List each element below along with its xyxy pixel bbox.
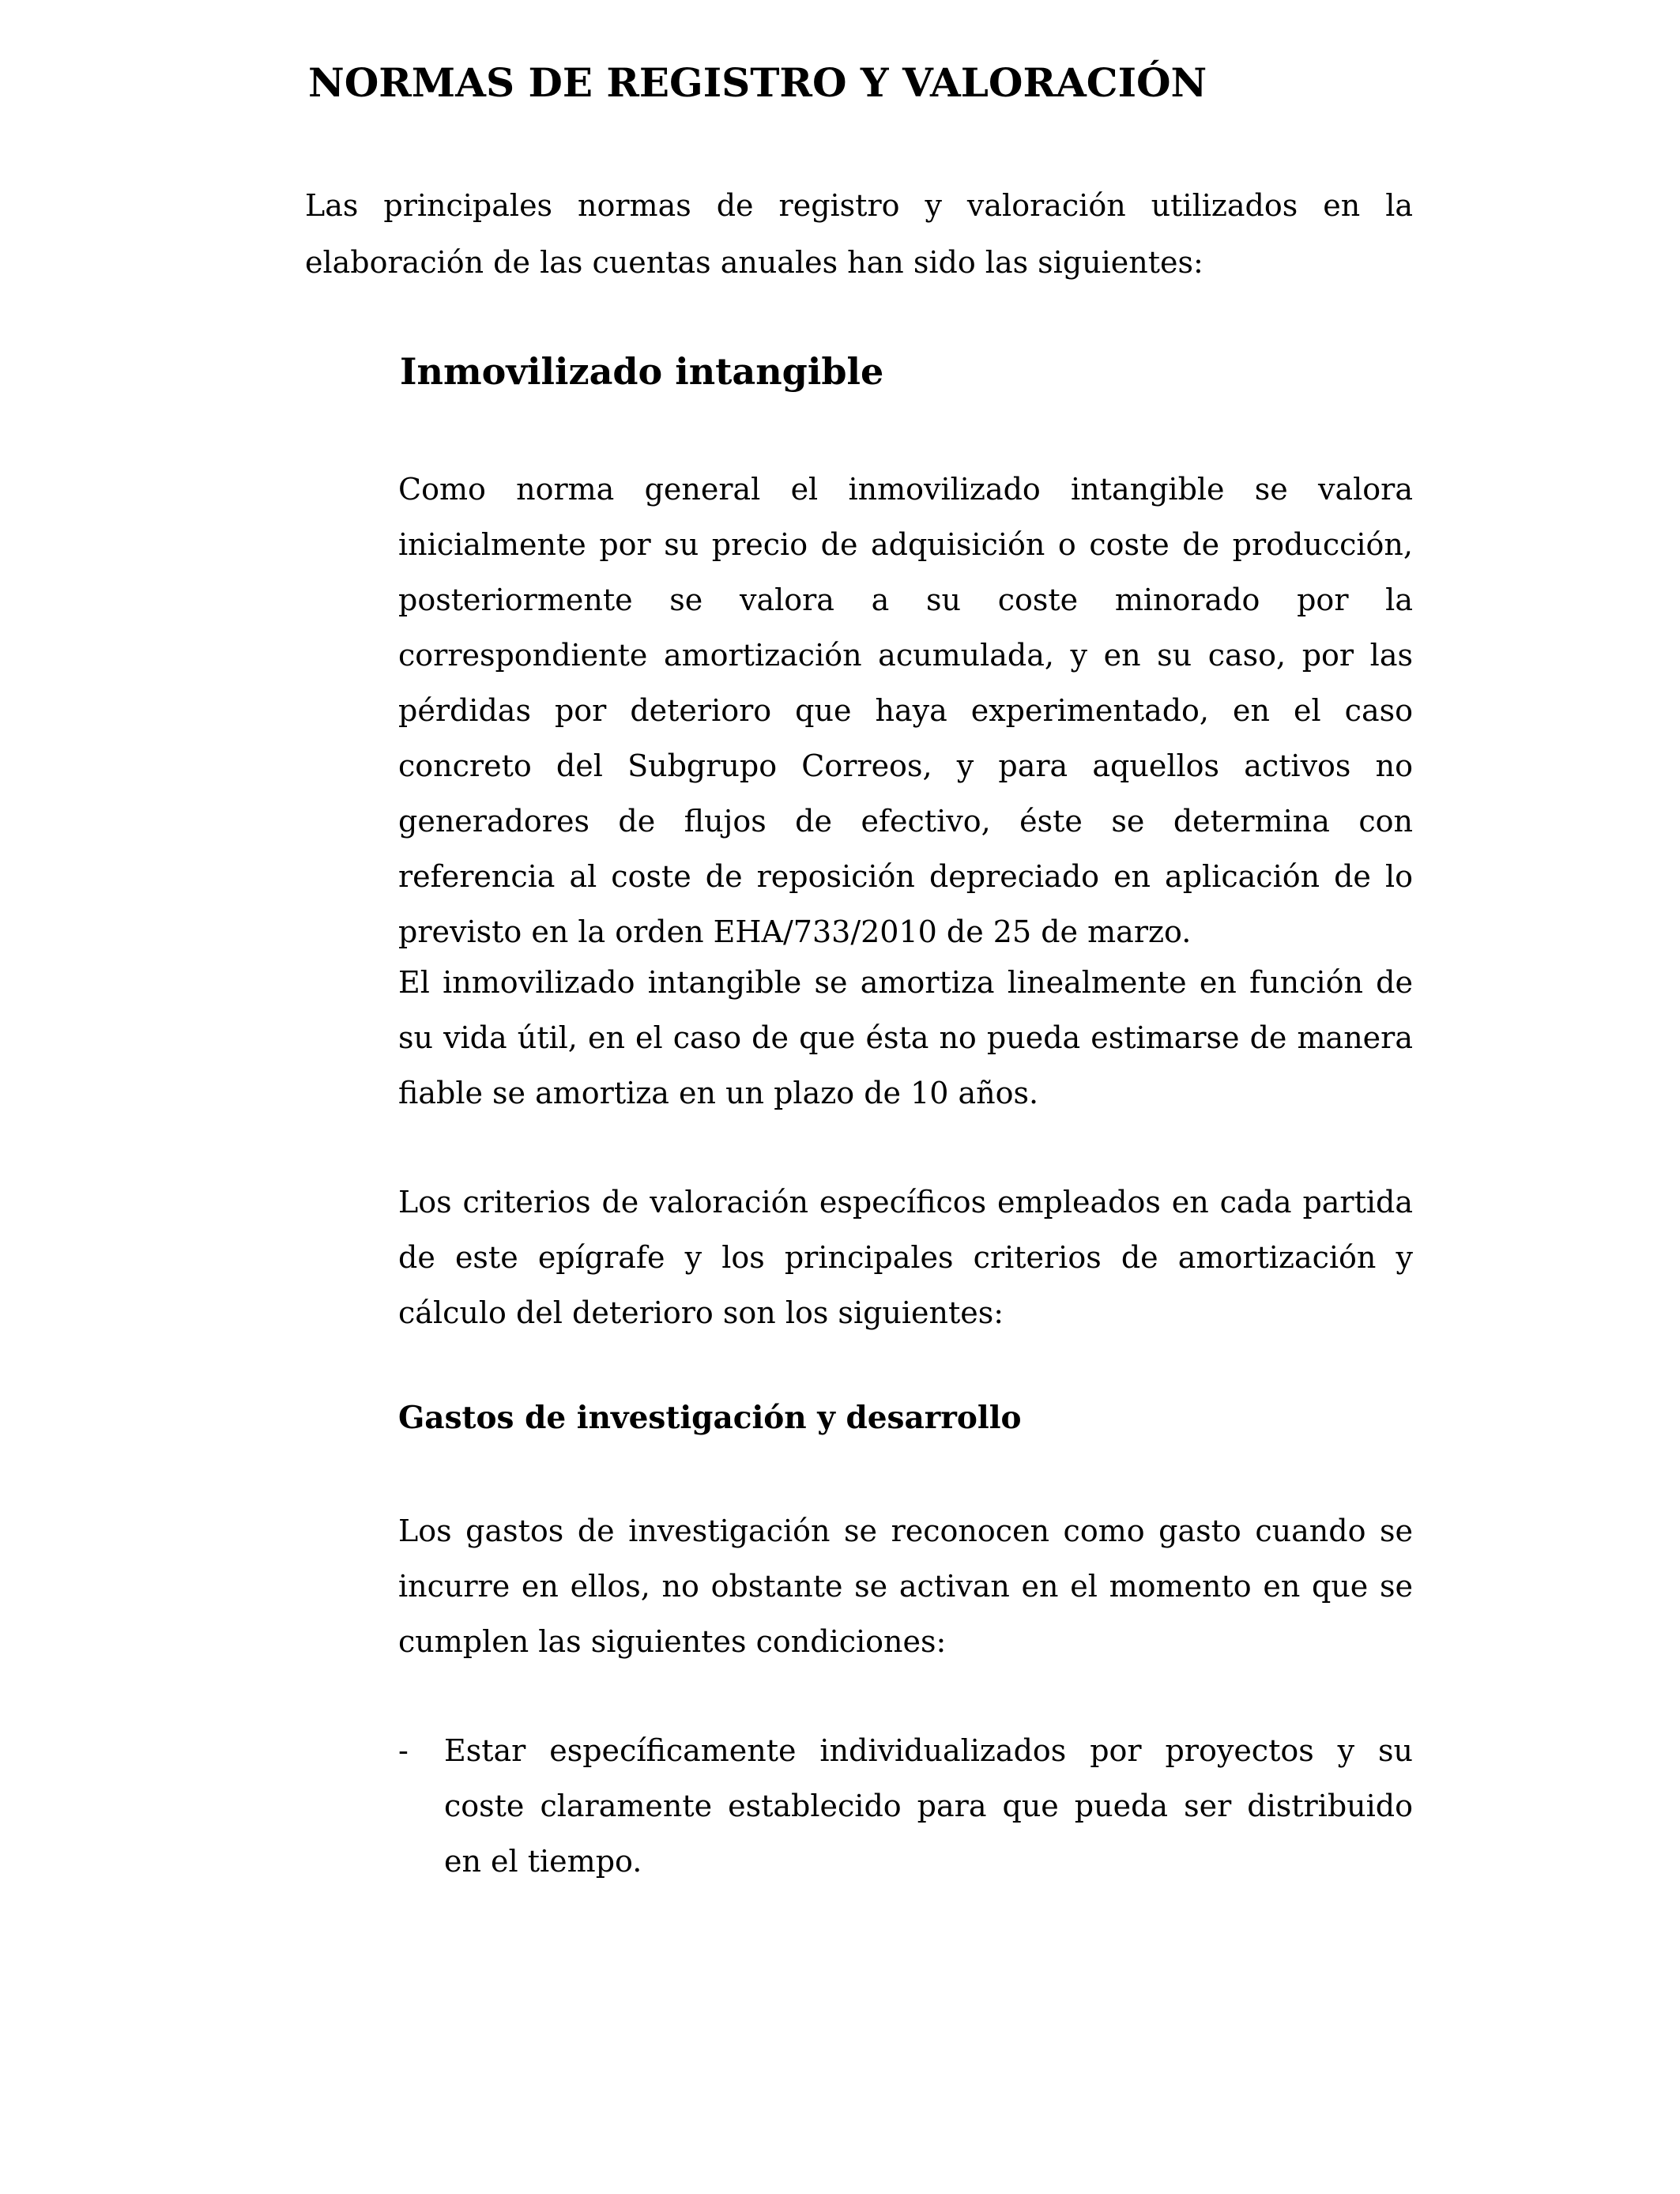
- intro-paragraph: Las principales normas de registro y valoración utilizados en la elaboración de las cuentas anuales han sido las siguientes:: [305, 188, 1413, 280]
- page-title: NORMAS DE REGISTRO Y VALORACIÓN: [308, 59, 1207, 106]
- section-title: Inmovilizado intangible: [400, 350, 884, 393]
- subsection-title: Gastos de investigación y desarrollo: [398, 1400, 1022, 1436]
- paragraph-container: [398, 1503, 1413, 1669]
- list-item: [398, 1723, 1413, 1889]
- list-item-text: Estar específicamente individualizados por proyectos y su coste claramente establecido para que pueda ser distribuido en el tiempo.: [444, 1733, 1413, 1879]
- conditions-list: [398, 1723, 1413, 1889]
- paragraph-research-expenses: Los gastos de investigación se reconocen como gasto cuando se incurre en ellos, no obstante se activan en el momento en que se cumplen las siguientes condiciones:: [398, 1514, 1413, 1659]
- paragraph-amortization: El inmovilizado intangible se amortiza linealmente en función de su vida útil, en el caso de que ésta no pueda estimarse de manera fiable se amortiza en un plazo de 10 años.: [398, 965, 1413, 1110]
- paragraph-valuation-general: Como norma general el inmovilizado intangible se valora inicialmente por su precio de adquisición o coste de producción, posteriormente se valora a su coste minorado por la correspondiente amortización acumulada, y en su caso, por las pérdidas por deterioro que haya experimentado, en el caso concreto del Subgrupo Correos, y para aquellos activos no generadores de flujos de efectivo, éste se determina con referencia al coste de reposición depreciado en aplicación de lo previsto en la orden EHA/733/2010 de 25 de marzo.: [398, 472, 1413, 949]
- bullet-dash: -: [398, 1733, 409, 1768]
- paragraph-container: [398, 1174, 1413, 1340]
- paragraph-container: [398, 955, 1413, 1121]
- paragraph-container: [398, 462, 1413, 959]
- paragraph-specific-criteria: Los criterios de valoración específicos empleados en cada partida de este epígrafe y los principales criterios de amortización y cálculo del deterioro son los siguientes:: [398, 1185, 1413, 1330]
